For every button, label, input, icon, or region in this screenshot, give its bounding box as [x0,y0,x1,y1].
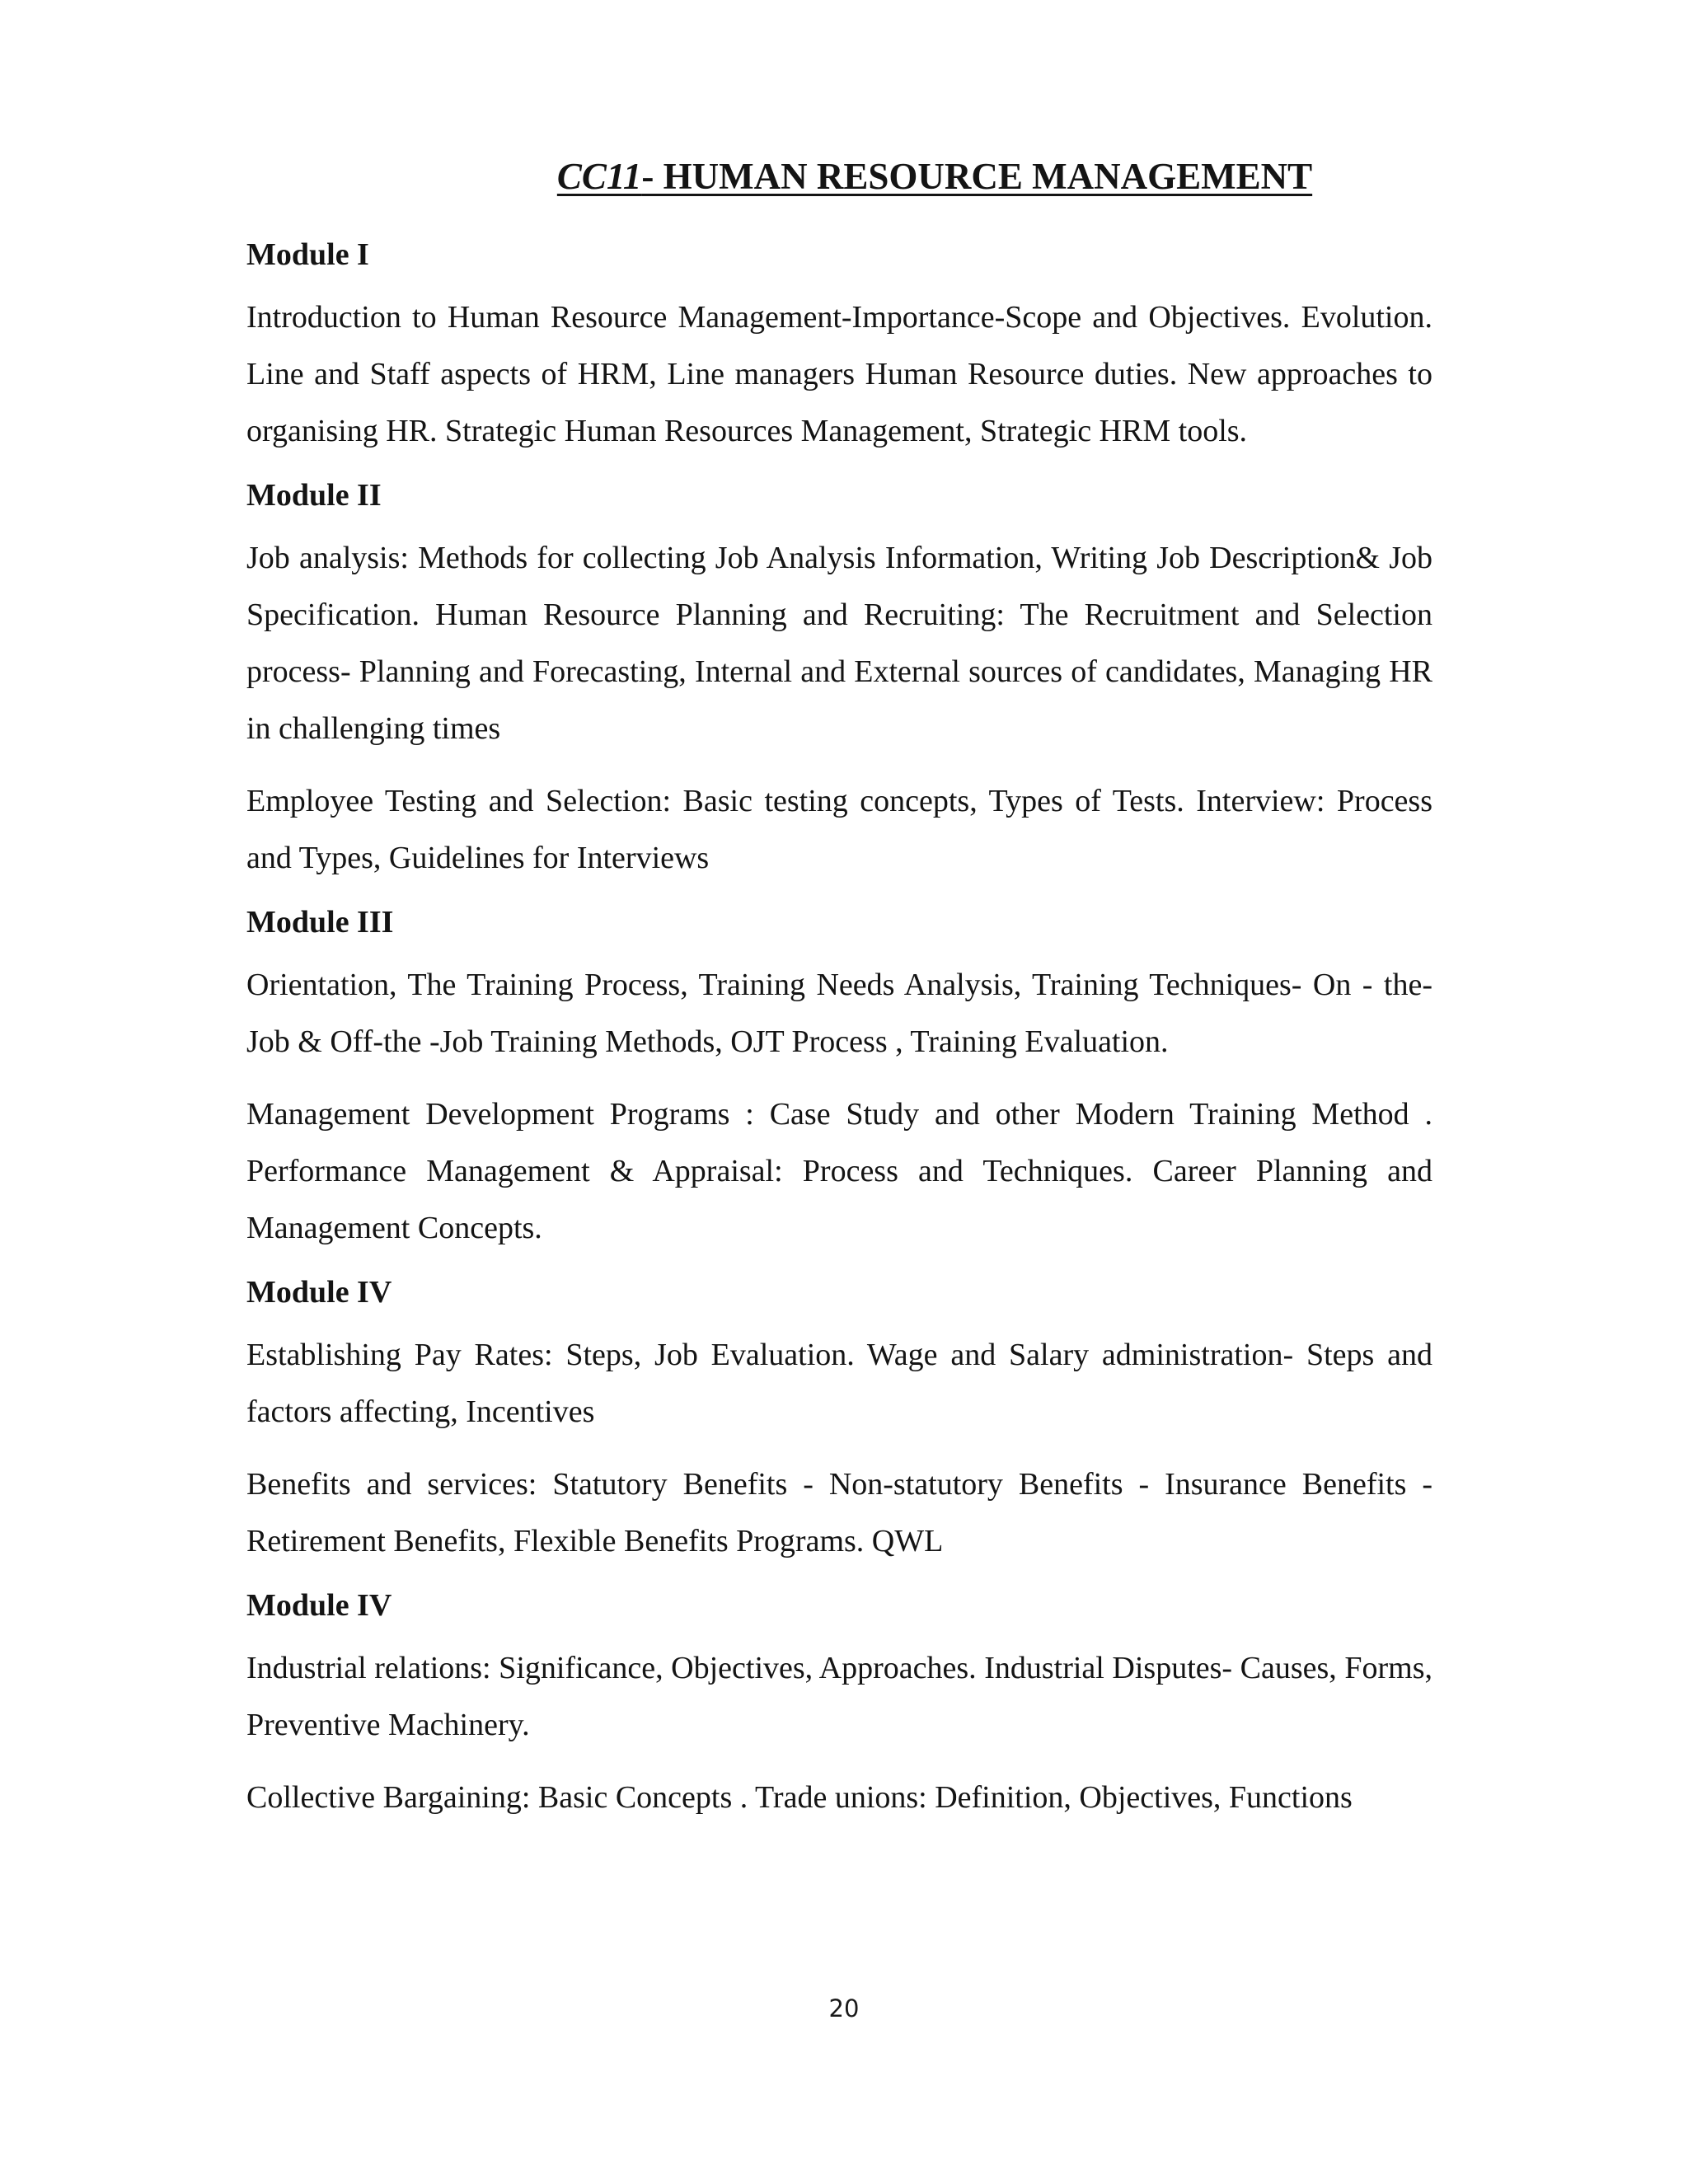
module-section [246,1586,1432,1826]
module-paragraph: Collective Bargaining: Basic Concepts . Trade unions: Definition, Objectives, Functions [246,1780,1353,1815]
module-heading: Module IV [246,1275,392,1310]
module-heading: Module I [246,237,369,272]
module-paragraph: Industrial relations: Significance, Objectives, Approaches. Industrial Disputes- Causes, Forms, Preventive Machinery. [246,1651,1432,1742]
module-paragraph: Job analysis: Methods for collecting Job Analysis Information, Writing Job Description& Job Specification. Human Resource Planning and Recruiting: The Recruitment and Selection process- Planning and Forecasting, Internal and External sources of candidates, Managing HR in challenging times [246,541,1432,746]
module-heading: Module II [246,478,382,513]
module-paragraph: Management Development Programs : Case Study and other Modern Training Method . Performance Management & Appraisal: Process and Techniques. Career Planning and Management Concepts. [246,1097,1432,1245]
page-number: 20 [828,1994,860,2022]
module-section [246,476,1432,887]
module-section [246,1272,1432,1570]
module-heading: Module III [246,905,394,940]
page-title [0,155,1688,198]
course-code: CC11 [556,156,642,197]
module-heading: Module IV [246,1588,392,1623]
module-paragraph: Establishing Pay Rates: Steps, Job Evaluation. Wage and Salary administration- Steps and factors affecting, Incentives [246,1338,1432,1429]
course-title: - HUMAN RESOURCE MANAGEMENT [641,156,1313,197]
syllabus-content [246,235,1432,1842]
module-paragraph: Introduction to Human Resource Management-Importance-Scope and Objectives. Evolution. Line and Staff aspects of HRM, Line managers Human Resource duties. New approaches to organising HR. Strategic Human Resources Management, Strategic HRM tools. [246,300,1432,448]
module-section [246,235,1432,460]
module-section [246,902,1432,1257]
module-paragraph: Benefits and services: Statutory Benefits - Non-statutory Benefits - Insurance Benefits - Retirement Benefits, Flexible Benefits Programs. QWL [246,1467,1432,1558]
module-paragraph: Employee Testing and Selection: Basic testing concepts, Types of Tests. Interview: Process and Types, Guidelines for Interviews [246,784,1432,875]
module-paragraph: Orientation, The Training Process, Training Needs Analysis, Training Techniques- On - the-Job & Off-the -Job Training Methods, OJT Process , Training Evaluation. [246,968,1432,1059]
